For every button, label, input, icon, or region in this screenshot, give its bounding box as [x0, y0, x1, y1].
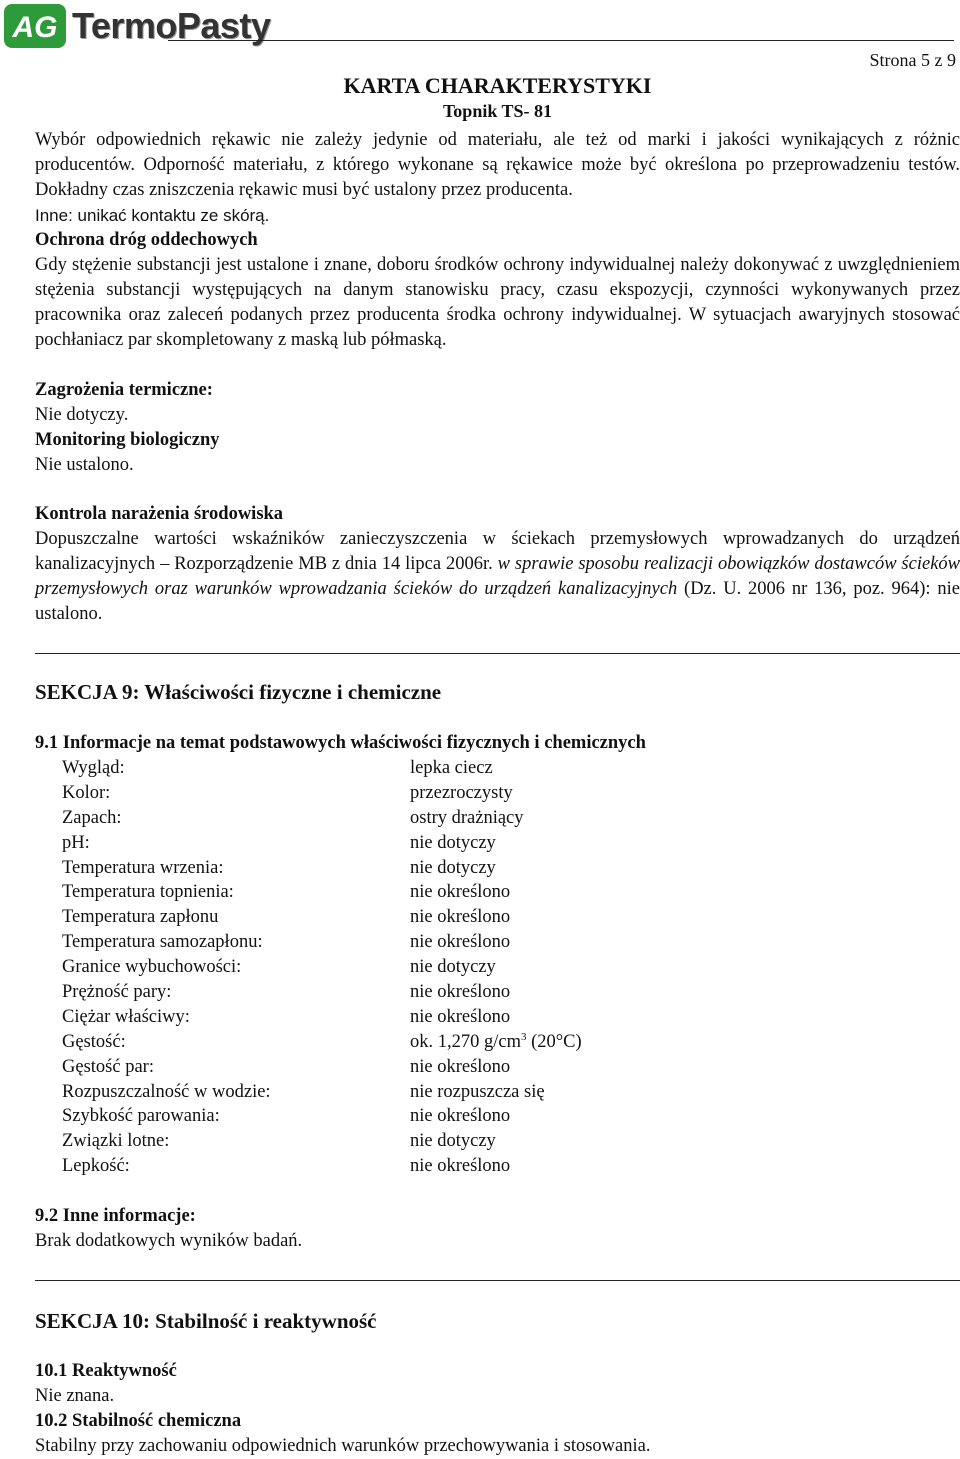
document-title: KARTA CHARAKTERYSTYKI: [343, 73, 652, 98]
property-value: nie określono: [410, 932, 511, 953]
property-value: nie rozpuszcza się: [410, 1081, 545, 1102]
svg-text:AG: AG: [12, 11, 58, 44]
company-logo: [4, 4, 270, 48]
section-9-2-text: Brak dodatkowych wyników badań.: [35, 1231, 303, 1251]
gloves-other: Inne: unikać kontaktu ze skórą.: [35, 206, 270, 225]
property-label: Granice wybuchowości:: [62, 957, 242, 978]
section-10-1-text: Nie znana.: [35, 1386, 115, 1406]
section-10-title: SEKCJA 10: Stabilność i reaktywność: [35, 1309, 377, 1333]
property-value: nie określono: [410, 882, 511, 903]
thermal-heading: Zagrożenia termiczne:: [35, 380, 213, 400]
property-label: Temperatura zapłonu: [62, 907, 219, 928]
property-row: [62, 781, 762, 806]
logo-text: TermoPasty: [72, 5, 271, 46]
property-row: [62, 831, 762, 856]
property-label: Gęstość:: [62, 1031, 126, 1052]
property-value: nie określono: [410, 982, 511, 1003]
property-label: Zapach:: [62, 807, 122, 828]
property-row: [62, 930, 762, 955]
page-number: Strona 5 z 9: [869, 50, 956, 70]
property-label: Rozpuszczalność w wodzie:: [62, 1081, 271, 1102]
property-label: Lepkość:: [62, 1156, 130, 1177]
respiratory-heading: Ochrona dróg oddechowych: [35, 230, 258, 250]
property-row: [62, 756, 762, 781]
section-9-2-heading: 9.2 Inne informacje:: [35, 1206, 196, 1226]
section-9-2-block: [35, 1204, 960, 1254]
section-10-2-heading: 10.2 Stabilność chemiczna: [35, 1411, 242, 1431]
property-row: [62, 1055, 762, 1080]
property-row: [62, 980, 762, 1005]
property-row: [62, 955, 762, 980]
property-value: nie określono: [410, 1056, 511, 1077]
property-value: lepka ciecz: [410, 758, 493, 778]
gloves-block: [35, 128, 960, 228]
property-row: [62, 1154, 762, 1179]
environment-heading: Kontrola narażenia środowiska: [35, 504, 284, 524]
respiratory-block: [35, 228, 960, 353]
property-row: [62, 1080, 762, 1105]
environment-text: Dopuszczalne wartości wskaźników zanieczyszczenia w ściekach przemysłowych wprowadzanych do urządzeń kanalizacyjnych – Rozporządzenie MB z dnia 14 lipca 2006r. w sprawie sposobu realizacji obowiązków dostawców ścieków przemysłowych oraz warunków wprowadzania ścieków do urządzeń kanalizacyjnych (Dz. U. 2006 nr 136, poz. 964): nie ustalono.: [35, 529, 960, 624]
property-row: [62, 905, 762, 930]
property-row: [62, 856, 762, 881]
property-row: [62, 1005, 762, 1030]
property-value: nie określono: [410, 1006, 511, 1027]
property-label: Związki lotne:: [62, 1131, 170, 1152]
property-label: Temperatura topnienia:: [62, 882, 234, 903]
property-value: nie dotyczy: [410, 857, 496, 878]
property-label: Kolor:: [62, 782, 111, 803]
property-row: [62, 1129, 762, 1154]
document-subtitle: Topnik TS- 81: [442, 101, 553, 121]
header-divider: [168, 40, 954, 41]
property-row: [62, 880, 762, 905]
property-label: Temperatura wrzenia:: [62, 857, 224, 878]
thermal-text: Nie dotyczy.: [35, 405, 129, 425]
section-divider: [35, 1280, 960, 1281]
property-label: Temperatura samozapłonu:: [62, 932, 263, 953]
property-label: Szybkość parowania:: [62, 1106, 220, 1127]
environment-block: [35, 502, 960, 627]
property-label: Gęstość par:: [62, 1056, 154, 1077]
ag-logo-icon: [4, 4, 66, 48]
property-label: pH:: [62, 832, 90, 853]
property-value: nie dotyczy: [410, 1131, 496, 1152]
section-10-2-text: Stabilny przy zachowaniu odpowiednich warunków przechowywania i stosowania.: [35, 1436, 651, 1456]
property-value: nie dotyczy: [410, 957, 496, 978]
property-value: nie określono: [410, 1156, 511, 1177]
biomonitoring-text: Nie ustalono.: [35, 455, 134, 475]
thermal-block: [35, 378, 960, 478]
property-value: ok. 1,270 $g/cm^3$ (20°C): [410, 1030, 582, 1052]
property-row: [62, 806, 762, 831]
section-10-1-heading: 10.1 Reaktywność: [35, 1361, 177, 1381]
section-9-1-heading: 9.1 Informacje na temat podstawowych właściwości fizycznych i chemicznych: [35, 733, 646, 753]
property-row: [62, 1104, 762, 1129]
section-10-block: [35, 1359, 960, 1459]
respiratory-text: Gdy stężenie substancji jest ustalone i znane, doboru środków ochrony indywidualnej należy dokonywać z uwzględnieniem stężenia substancji występujących na danym stanowisku pracy, czasu ekspozycji, czynności wykonywanych przez pracownika oraz zaleceń podanych przez producenta środka ochrony indywidualnej. W sytuacjach awaryjnych stosować pochłaniacz par skompletowany z maską lub półmaską.: [35, 255, 960, 350]
property-label: Wygląd:: [62, 758, 125, 778]
property-value: nie określono: [410, 907, 511, 928]
property-label: Ciężar właściwy:: [62, 1006, 190, 1027]
section-divider: [35, 653, 960, 654]
property-value: nie dotyczy: [410, 832, 496, 853]
property-row: [62, 1030, 762, 1055]
properties-table: [62, 756, 762, 1179]
section-9-title: SEKCJA 9: Właściwości fizyczne i chemiczne: [35, 680, 442, 704]
property-value: ostry drażniący: [410, 807, 524, 828]
biomonitoring-heading: Monitoring biologiczny: [35, 430, 220, 450]
gloves-paragraph: Wybór odpowiednich rękawic nie zależy jedynie od materiału, ale też od marki i jakości wynikających z różnic producentów. Odporność materiału, z którego wykonane są rękawice może być określona po przeprowadzeniu testów. Dokładny czas zniszczenia rękawic musi być ustalony przez producenta.: [35, 130, 960, 200]
property-value: przezroczysty: [410, 782, 513, 803]
property-label: Prężność pary:: [62, 982, 172, 1003]
property-value: nie określono: [410, 1106, 511, 1127]
